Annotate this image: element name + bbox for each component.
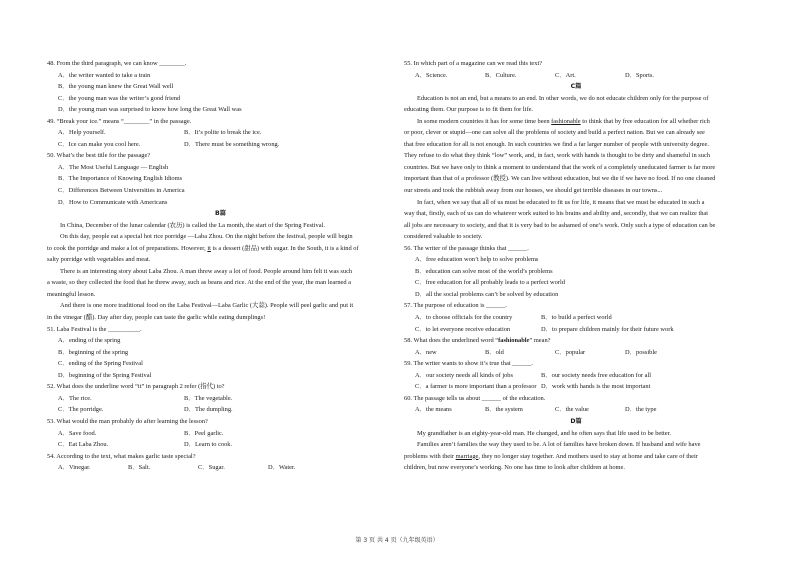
q58-stem-text-b: ” mean? <box>529 337 551 345</box>
left-column <box>47 58 394 474</box>
q55-options <box>404 70 748 82</box>
q52-option-d: D．The dumpling. <box>184 406 233 414</box>
q48-option-a: A．the writer wanted to take a train <box>58 71 151 79</box>
q60-option-b: B．the system <box>485 406 523 414</box>
q50-stem: 50. What’s the best title for the passage? <box>47 152 151 160</box>
passage-c-p2-text-b: to think that by free education for all whether rich <box>580 117 710 125</box>
passage-b-p2-line3: salty porridge with vegetables and meat. <box>47 256 151 264</box>
q55-option-b: B．Culture. <box>485 71 517 79</box>
passage-d-p2-line3: children, but now everyone’s working. No one has time to look after children at home. <box>404 464 625 472</box>
q58-option-b: B．old <box>485 348 504 356</box>
q59-stem: 59. The writer wants to show it’s true that ______. <box>404 360 533 368</box>
q58-bold-word: fashionable <box>498 337 530 345</box>
q49-option-d: D．There must be something wrong. <box>184 140 280 148</box>
q54-stem: 54. According to the text, what makes garlic taste special? <box>47 452 196 460</box>
passage-b-p1: In China, December of the lunar calendar (农历) is called the La month, the start of the Spring Festival. <box>60 221 325 229</box>
q49-option-a: A．Help yourself. <box>58 129 106 137</box>
passage-d-p2-line1: Families aren’t families the way they used to be. A lot of families have broken down. If husband and wife have <box>417 441 701 449</box>
q56-stem: 56. The writer of the passage thinks that ______. <box>404 244 529 252</box>
passage-d-p2-text-b: , they no longer stay together. And mothers used to stay at home and take care of their <box>478 452 698 460</box>
q55-option-d: D．Sports. <box>625 71 654 79</box>
q56-option-c: C．free education for all probably leads to a perfect world <box>415 279 565 287</box>
passage-c-p2-text-a: In some modern countries it has for some time been <box>417 117 552 125</box>
q51-option-d: D．beginning of the Spring Festival <box>58 371 152 379</box>
passage-d-p1: My grandfather is an eighty-year-old man. He changed, and he often says that life used to be better. <box>417 429 671 437</box>
q60-option-d: D．the type <box>625 406 657 414</box>
passage-b-p2-line1: On this day, people eat a special hot rice porridge —Laba Zhou. On the night before the festival, people will begin <box>60 233 353 241</box>
q57-option-a: A．to choose officials for the country <box>415 314 513 322</box>
q53-option-d: D．Learn to cook. <box>184 441 233 449</box>
q58-option-a: A．new <box>415 348 437 356</box>
passage-c-p2-line6: important than that of a professor (教授). We can live without education, but we die if we have no food. If no one cleaned <box>404 175 716 183</box>
q56-option-d: D．all the social problems can’t be solved by education <box>415 290 559 298</box>
q48-option-d: D．the young man was surprised to know how long the Great Wall was <box>58 106 242 114</box>
passage-c-p3-line2: way that, firstly, each of us can do whatever work suited to his brains and ability and, secondly, that we can realize that <box>404 210 709 218</box>
q48-option-c: C．the young man was the writer’s good friend <box>58 94 181 102</box>
passage-d-p2-line2 <box>404 451 748 463</box>
passage-c-p3-line1: In fact, when we say that all of us must be educated to fit us for life, it means that we must be educated in such a <box>417 198 705 206</box>
q60-option-a: A．the means <box>415 406 452 414</box>
q51-option-c: C．ending of the Spring Festival <box>58 360 143 368</box>
passage-b-p4-line2: in the vinegar (醋). Day after day, people can taste the garlic while eating dumplings! <box>47 314 266 322</box>
q49-option-c: C．Ice can make you cool here. <box>58 140 141 148</box>
passage-c-p3-line4: considered valuable to society. <box>404 233 483 241</box>
q54-option-c: C．Sugar. <box>198 464 225 472</box>
section-d-heading: D篇 <box>570 417 582 425</box>
passage-c-p1-line1: Education is not an end, but a means to an end. In other words, we do not educate children only for the purpose of <box>417 94 709 102</box>
q58-stem-text-a: 58. What does the underlined word “ <box>404 337 499 345</box>
q58-option-c: C．popular <box>555 348 586 356</box>
q52-options-row1 <box>47 393 394 405</box>
q51-option-b: B．beginning of the spring <box>58 348 129 356</box>
passage-b-p2-text-b: is a dessert (甜品) with sugar. In the South, it is a kind of <box>210 244 359 252</box>
q56-option-a: A．free education won’t help to solve problems <box>415 256 539 264</box>
q59-option-d: D．work with hands is the most important <box>541 383 651 391</box>
q56-option-b: B．education can solve most of the world’s problems <box>415 267 553 275</box>
q59-option-c: C．a farmer is more important than a professor <box>415 383 537 391</box>
passage-c-p2-line2: or poor, clever or stupid—one can solve all the problems of society and build a perfect nation. But we can already see <box>404 129 705 137</box>
q52-option-b: B．The vegetable. <box>184 394 233 402</box>
q57-options-row1 <box>404 312 748 324</box>
passage-d-p2-text-a: problems with their <box>404 452 456 460</box>
q53-option-a: A．Save food. <box>58 429 97 437</box>
q60-option-c: C．the value <box>555 406 589 414</box>
q54-option-b: B．Salt. <box>128 464 151 472</box>
passage-b-p2-line2 <box>47 243 394 255</box>
q57-options-row2 <box>404 324 748 336</box>
q59-option-a: A．our society needs all kinds of jobs <box>415 371 513 379</box>
passage-c-p2-line3: that free education for all is not enough. In such countries we find a far larger number of people with university degree. <box>404 140 709 148</box>
q58-option-d: D．possible <box>625 348 657 356</box>
section-b-heading: B篇 <box>215 210 226 218</box>
underlined-word-marriage: marriage <box>455 452 479 460</box>
q48-option-b: B．the young man knew the Great Wall well <box>58 83 174 91</box>
q59-options-row2 <box>404 381 748 393</box>
page-footer: 第 3 页 共 4 页（九年级英语） <box>355 537 439 544</box>
q50-option-b: B．The Importance of Knowing English Idioms <box>58 175 183 183</box>
section-c-heading: C篇 <box>570 83 582 91</box>
q54-options <box>47 462 394 474</box>
underlined-word-it: it <box>207 244 211 252</box>
q49-options-row2 <box>47 139 394 151</box>
q59-option-b: B．our society needs free education for all <box>541 371 652 379</box>
passage-b-p3-line1: There is an interesting story about Laba Zhou. A man threw away a lot of food. People around him felt it was such <box>60 267 353 275</box>
q55-option-c: C．Art. <box>555 71 576 79</box>
q57-option-c: C．to let everyone receive education <box>415 325 511 333</box>
underlined-word-fashionable: fashionable <box>551 117 581 125</box>
q55-option-a: A．Science. <box>415 71 448 79</box>
passage-b-p3-line2: a waste, so they collected the food that he threw away, such as beans and rice. At the end of the year, the man learned a <box>47 279 352 287</box>
passage-c-p3-line3: all jobs are necessary to society, and that it is very bad to be ashamed of one’s work. Only such a type of education can be <box>404 221 716 229</box>
q54-option-d: D．Water. <box>268 464 296 472</box>
q53-stem: 53. What would the man probably do after learning the lesson? <box>47 417 208 425</box>
q49-option-b: B．It’s polite to break the ice. <box>184 129 262 137</box>
q51-stem: 51. Laba Festival is the __________. <box>47 325 142 333</box>
passage-c-p2-line4: They refuse to do what they think “low” work, and, in fact, work with hands is thought to be dirty and shameful in such <box>404 152 710 160</box>
q52-stem: 52. What does the underline word “it” in paragraph 2 refer (指代) to? <box>47 383 225 391</box>
passage-c-p2-line5: countries. But we have only to think a moment to understand that the work of a completely uneducated farmer is far more <box>404 163 716 171</box>
q57-stem: 57. The purpose of education is ______. <box>404 302 507 310</box>
q58-options <box>404 347 748 359</box>
q53-options-row1 <box>47 428 394 440</box>
q53-option-b: B．Peel garlic. <box>184 429 224 437</box>
passage-c-p2-line1 <box>404 116 748 128</box>
q51-option-a: A．ending of the spring <box>58 337 121 345</box>
q55-stem: 55. In which part of a magazine can we read this text? <box>404 60 543 67</box>
right-column <box>404 58 748 474</box>
q49-stem: 49. “Break your ice.” means “________” in the passage. <box>47 117 192 125</box>
q52-option-a: A．The rice. <box>58 394 92 402</box>
q53-options-row2 <box>47 439 394 451</box>
q53-option-c: C．Eat Laba Zhou. <box>58 441 109 449</box>
q52-options-row2 <box>47 404 394 416</box>
q60-options <box>404 404 748 416</box>
q50-option-d: D．How to Communicate with Americans <box>58 198 168 206</box>
q50-option-a: A．The Most Useful Language — English <box>58 163 169 171</box>
passage-b-p2-text-a: to cook the porridge and make a lot of preparations. However, <box>47 244 208 252</box>
q60-stem: 60. The passage tells us about ______ of the education. <box>404 394 546 402</box>
q48-stem: 48. From the third paragraph, we can know ________. <box>47 60 187 67</box>
q54-option-a: A．Vinegar. <box>58 464 91 472</box>
q57-option-d: D．to prepare children mainly for their future work <box>541 325 674 333</box>
q49-options-row1 <box>47 127 394 139</box>
q59-options-row1 <box>404 370 748 382</box>
passage-c-p2-line7: our streets and took the rubbish away from our houses, we should get terrible diseases in our towns... <box>404 187 663 195</box>
passage-c-p1-line2: educating them. Our purpose is to fit them for life. <box>404 106 534 114</box>
passage-b-p4-line1: And there is one more traditional food on the Laba Festival—Laba Garlic (大蒜). People will peel garlic and put it <box>60 302 354 310</box>
q50-option-c: C．Differences Between Universities in America <box>58 187 185 195</box>
q52-option-c: C．The porridge. <box>58 406 104 414</box>
q57-option-b: B．to build a perfect world <box>541 314 612 322</box>
passage-b-p3-line3: meaningful lesson. <box>47 290 96 298</box>
q58-stem <box>404 335 748 347</box>
